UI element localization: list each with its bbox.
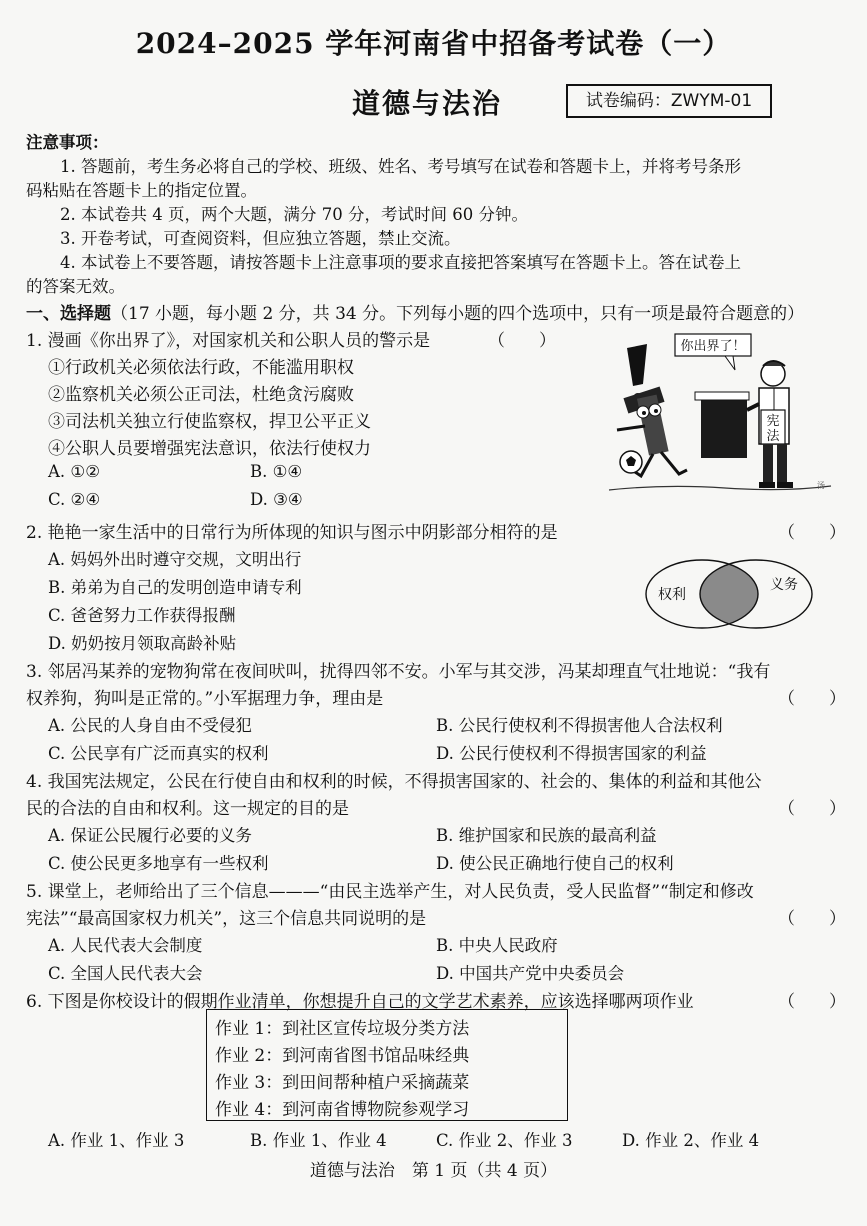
q1-answer-paren: （ ） (488, 331, 556, 351)
q3-answer-paren: （ ） (778, 689, 846, 709)
q1-stem: 1. 漫画《你出界了》，对国家机关和公职人员的警示是 (26, 331, 431, 351)
q4-answer-paren: （ ） (778, 799, 846, 819)
homework-item-1: 作业 1：到社区宣传垃圾分类方法 (215, 1019, 470, 1039)
q6-answer-paren: （ ） (778, 992, 846, 1012)
section-title: 一、选择题 (26, 304, 111, 324)
q5-option-b: B. 中央人民政府 (436, 936, 558, 955)
q1-option-b: B. ①④ (250, 462, 303, 481)
q6-option-a: A. 作业 1、作业 3 (48, 1131, 185, 1150)
q6-option-b: B. 作业 1、作业 4 (250, 1131, 387, 1150)
homework-item-2: 作业 2：到河南省图书馆品味经典 (215, 1046, 470, 1066)
q6-stem: 6. 下图是你校设计的假期作业清单，你想提升自己的文学艺术素养，应该选择哪两项作业 (26, 992, 694, 1012)
homework-list-box (206, 1009, 568, 1121)
q4-option-a: A. 保证公民履行必要的义务 (48, 826, 252, 845)
section-desc: （17 小题，每小题 2 分，共 34 分。下列每小题的四个选项中，只有一项是最符合题意的） (111, 304, 805, 324)
q1-item-3: ③司法机关独立行使监察权，捍卫公平正义 (48, 412, 371, 432)
q5-stem-1: 5. 课堂上，老师给出了三个信息———“由民主选举产生，对人民负责，受人民监督”“制定和修改 (26, 882, 754, 902)
q1-item-4: ④公职人员要增强宪法意识，依法行使权力 (48, 439, 371, 459)
paper-code-box: 试卷编码：ZWYM-01 (566, 84, 772, 118)
q2-option-a: A. 妈妈外出时遵守交规，文明出行 (48, 550, 302, 569)
notice-line-1: 1. 答题前，考生务必将自己的学校、班级、姓名、考号填写在试卷和答题卡上，并将考号条形 (60, 157, 741, 176)
q5-option-d: D. 中国共产党中央委员会 (436, 964, 625, 983)
venn-label-duties: 义务 (770, 577, 798, 593)
q2-option-b: B. 弟弟为自己的发明创造申请专利 (48, 578, 302, 597)
q2-venn-diagram (644, 554, 824, 634)
notice-line-1b: 码粘贴在答题卡上的指定位置。 (26, 181, 257, 200)
q2-option-c: C. 爸爸努力工作获得报酬 (48, 606, 236, 625)
q3-stem-1: 3. 邻居冯某养的宠物狗常在夜间吠叫，扰得四邻不安。小军与其交涉，冯某却理直气壮地说：“我有 (26, 662, 771, 682)
q3-stem-2: 权养狗，狗叫是正常的。”小军据理力争，理由是 (26, 689, 384, 709)
speech-bubble-text: 你出界了！ (680, 339, 746, 354)
q2-option-d: D. 奶奶按月领取高龄补贴 (48, 634, 237, 653)
q6-option-d: D. 作业 2、作业 4 (622, 1131, 760, 1150)
q4-stem-1: 4. 我国宪法规定，公民在行使自由和权利的时候，不得损害国家的、社会的、集体的利益和其他公 (26, 772, 762, 792)
notice-heading: 注意事项： (26, 133, 109, 152)
q3-option-a: A. 公民的人身自由不受侵犯 (48, 716, 252, 735)
q4-option-c: C. 使公民更多地享有一些权利 (48, 854, 269, 873)
q5-stem-2: 宪法”“最高国家权力机关”，这三个信息共同说明的是 (26, 909, 427, 929)
q1-item-1: ①行政机关必须依法行政，不能滥用职权 (48, 358, 354, 378)
venn-label-rights: 权利 (658, 587, 686, 603)
q4-option-b: B. 维护国家和民族的最高利益 (436, 826, 657, 845)
q2-answer-paren: （ ） (778, 523, 846, 543)
homework-item-3: 作业 3：到田间帮种植户采摘蔬菜 (215, 1073, 470, 1093)
q1-option-d: D. ③④ (250, 490, 303, 509)
exam-title: 2024–2025 学年河南省中招备考试卷（一） (135, 27, 732, 60)
q3-option-c: C. 公民享有广泛而真实的权利 (48, 744, 269, 763)
red-card (701, 396, 747, 458)
q1-option-c: C. ②④ (48, 490, 101, 509)
exclamation-icon (627, 344, 647, 386)
homework-item-4: 作业 4：到河南省博物院参观学习 (215, 1100, 470, 1120)
section-heading (26, 299, 804, 324)
q1-cartoon (605, 326, 835, 498)
q5-option-c: C. 全国人民代表大会 (48, 964, 203, 983)
q1-option-a: A. ①② (48, 462, 100, 481)
q2-stem: 2. 艳艳一家生活中的日常行为所体现的知识与图示中阴影部分相符的是 (26, 523, 558, 543)
q3-option-b: B. 公民行使权利不得损害他人合法权利 (436, 716, 723, 735)
page-footer: 道德与法治 第 1 页（共 4 页） (309, 1161, 558, 1181)
q5-option-a: A. 人民代表大会制度 (48, 936, 203, 955)
notice-line-3: 3. 开卷考试，可查阅资料，但应独立答题，禁止交流。 (60, 229, 461, 248)
q4-option-d: D. 使公民正确地行使自己的权利 (436, 854, 674, 873)
ground-line (609, 486, 831, 490)
svg-text:宪: 宪 (766, 414, 780, 429)
q3-option-d: D. 公民行使权利不得损害国家的利益 (436, 744, 707, 763)
notice-line-4: 4. 本试卷上不要答题，请按答题卡上注意事项的要求直接把答案填写在答题卡上。答在试卷上 (60, 253, 741, 272)
cartoon-signature: 汤 (817, 481, 825, 490)
notice-line-4b: 的答案无效。 (26, 277, 125, 296)
subject-title: 道德与法治 (352, 87, 503, 120)
q1-item-2: ②监察机关必须公正司法，杜绝贪污腐败 (48, 385, 354, 405)
q5-answer-paren: （ ） (778, 909, 846, 929)
q4-stem-2: 民的合法的自由和权利。这一规定的目的是 (26, 799, 349, 819)
svg-text:法: 法 (766, 429, 780, 444)
notice-line-2: 2. 本试卷共 4 页，两个大题，满分 70 分，考试时间 60 分钟。 (60, 205, 528, 224)
q6-option-c: C. 作业 2、作业 3 (436, 1131, 573, 1150)
